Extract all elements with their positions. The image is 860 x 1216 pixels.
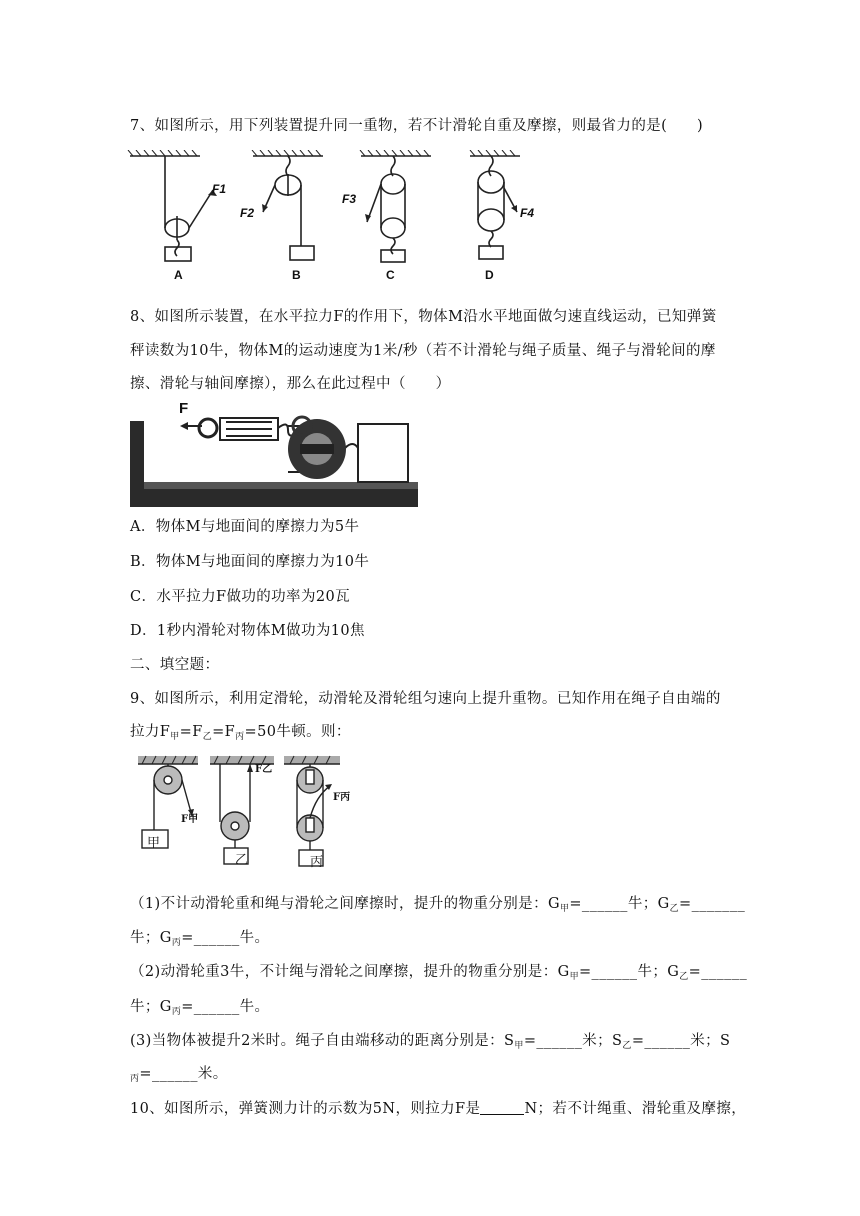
q9-label-yi: 乙 <box>235 853 249 868</box>
q8-option-d: D．1秒内滑轮对物体M做功为10焦 <box>130 623 365 639</box>
q9-part-2-line-1: （2)动滑轮重3牛，不计绳与滑轮之间摩擦，提升的物重分别是：$G_甲=\_\_\_\_\_\_$牛；$G_乙=\_\_\_\_\_\_$ <box>130 964 748 982</box>
q9-line-2: 拉力$F_甲=F_乙=F_丙=50$牛顿。则： <box>130 724 351 742</box>
q8-option-c: C．水平拉力F做功的功率为20瓦 <box>130 589 351 605</box>
section-2-heading: 二、填空题： <box>130 657 220 673</box>
q9-force-jia: F甲 <box>181 814 199 825</box>
q9-part-1-line-2: 牛；$G_丙=\_\_\_\_\_\_$牛。 <box>130 930 270 948</box>
q8-line-3: 擦、滑轮与轴间摩擦），那么在此过程中（ ） <box>130 376 451 392</box>
q9-force-yi: F乙 <box>255 764 273 775</box>
q8-line-2: 秤读数为10牛，物体M的运动速度为1米/秒（若不计滑轮与绳子质量、绳子与滑轮间的摩 <box>130 343 716 359</box>
q8-line-1: 8、如图所示装置，在水平拉力F的作用下，物体M沿水平地面做匀速直线运动，已知弹簧 <box>130 309 717 325</box>
q8-option-b: B．物体M与地面间的摩擦力为10牛 <box>130 554 370 570</box>
q7-figure <box>125 150 525 285</box>
q9-part-3-line-2: $_丙$=______米。 <box>130 1066 228 1084</box>
q9-label-jia: 甲 <box>147 836 161 851</box>
q7-force-f4: F4 <box>520 206 535 220</box>
q8-option-a: A．物体M与地面间的摩擦力为5牛 <box>130 519 360 535</box>
q7-force-f3: F3 <box>342 192 357 206</box>
q9-part-1-line-1: （1)不计动滑轮重和绳与滑轮之间摩擦时，提升的物重分别是：$G_甲=\_\_\_\_\_\_$牛；$G_乙=\_\_\_\_\_\_\_$ <box>130 896 746 914</box>
q7-text: 7、如图所示，用下列装置提升同一重物，若不计滑轮自重及摩擦，则最省力的是( ) <box>130 118 704 134</box>
q7-label-a: A <box>174 268 183 282</box>
q7-label-b: B <box>292 268 301 282</box>
q8-figure <box>130 396 420 508</box>
q7-label-c: C <box>386 268 395 282</box>
q7-force-f2: F2 <box>240 206 255 220</box>
q7-label-d: D <box>485 268 494 282</box>
q10-text: 10、如图所示，弹簧测力计的示数为5N，则拉力F是 N；若不计绳重、滑轮重及摩擦， <box>130 1101 747 1117</box>
q10-answer-blank <box>480 1100 524 1115</box>
q9-label-bing: 丙 <box>310 855 324 870</box>
q8-figure-f-label: F <box>179 400 189 417</box>
q9-force-bing: F丙 <box>333 792 351 803</box>
q9-part-3-line-1: (3)当物体被提升2米时。绳子自由端移动的距离分别是：$S_甲=\_\_\_\_\_\_$米；$S_乙=\_\_\_\_\_\_$米；S <box>130 1033 731 1051</box>
q7-force-f1: F1 <box>212 182 227 196</box>
q9-part-2-line-2: 牛；$G_丙=\_\_\_\_\_\_$牛。 <box>130 999 270 1017</box>
q9-line-1: 9、如图所示，利用定滑轮，动滑轮及滑轮组匀速向上提升重物。已知作用在绳子自由端的 <box>130 691 721 707</box>
